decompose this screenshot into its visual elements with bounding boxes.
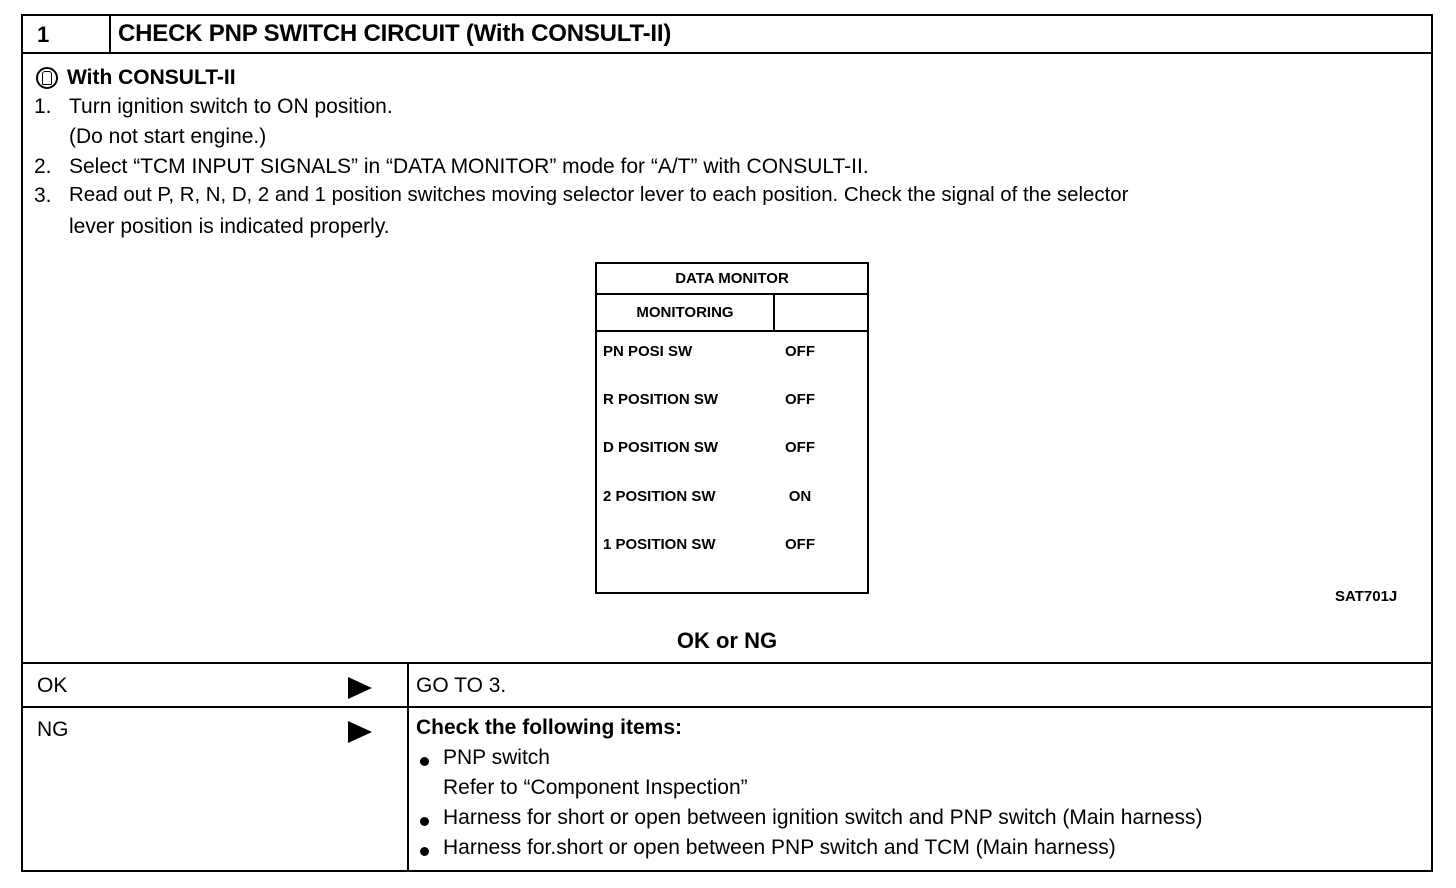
monitor-item-value: OFF <box>785 391 815 408</box>
ok-action: GO TO 3. <box>416 674 507 697</box>
figure-id: SAT701J <box>1335 588 1398 605</box>
outcome-column-divider <box>407 662 409 872</box>
monitor-row <box>597 391 867 411</box>
step-header <box>23 16 1431 54</box>
monitor-item-name: 1 POSITION SW <box>603 536 716 553</box>
monitor-item-name: D POSITION SW <box>603 439 719 456</box>
step-number: 1 <box>37 22 50 47</box>
ng-item: PNP switch <box>443 746 550 769</box>
consult-tester-icon <box>36 67 58 89</box>
instruction-number: 1. <box>34 95 52 118</box>
with-consult-text: With CONSULT-II <box>67 66 236 89</box>
instruction-text: Select “TCM INPUT SIGNALS” in “DATA MONITOR” mode for “A/T” with CONSULT-II. <box>69 155 869 178</box>
monitor-item-name: PN POSI SW <box>603 343 693 360</box>
data-monitor-title: DATA MONITOR <box>597 264 867 295</box>
monitor-item-name: 2 POSITION SW <box>603 488 716 505</box>
monitor-item-value: OFF <box>785 439 815 456</box>
instruction-text: Read out P, R, N, D, 2 and 1 position switches moving selector lever to each position. Check the signal of the selector <box>69 184 1129 206</box>
header-divider <box>109 16 111 52</box>
divider <box>23 706 1431 708</box>
monitor-row <box>597 488 867 508</box>
bullet-icon <box>420 757 429 766</box>
monitoring-label: MONITORING <box>597 295 775 332</box>
ng-item-detail: Refer to “Component Inspection” <box>443 776 748 799</box>
bullet-icon <box>420 847 429 856</box>
ng-item: Harness for short or open between ignition switch and PNP switch (Main harness) <box>443 806 1203 829</box>
monitor-item-value: ON <box>788 488 812 505</box>
monitor-item-name: R POSITION SW <box>603 391 719 408</box>
instruction-text: Turn ignition switch to ON position. <box>69 95 393 118</box>
instruction-number: 2. <box>34 155 52 178</box>
step-title: CHECK PNP SWITCH CIRCUIT (With CONSULT-II) <box>118 20 672 47</box>
ng-arrow-icon <box>348 721 372 743</box>
result-prompt: OK or NG <box>676 628 778 653</box>
monitor-row <box>597 343 867 363</box>
instruction-text: (Do not start engine.) <box>69 125 267 148</box>
data-monitor-figure <box>595 262 869 594</box>
monitor-item-value: OFF <box>785 343 815 360</box>
instruction-number: 3. <box>34 184 52 207</box>
ok-arrow-icon <box>348 677 372 699</box>
procedure-table <box>21 14 1433 872</box>
ng-item: Harness for.short or open between PNP switch and TCM (Main harness) <box>443 836 1116 859</box>
with-consult-label <box>36 66 236 90</box>
instruction-text: lever position is indicated properly. <box>69 215 390 238</box>
bullet-icon <box>420 817 429 826</box>
ng-heading: Check the following items: <box>416 716 683 739</box>
divider <box>23 662 1431 664</box>
monitor-item-value: OFF <box>785 536 815 553</box>
monitoring-blank-cell <box>775 295 867 332</box>
monitor-row <box>597 536 867 556</box>
ng-code: NG <box>37 718 69 741</box>
ok-code: OK <box>37 674 68 697</box>
monitor-row <box>597 439 867 459</box>
